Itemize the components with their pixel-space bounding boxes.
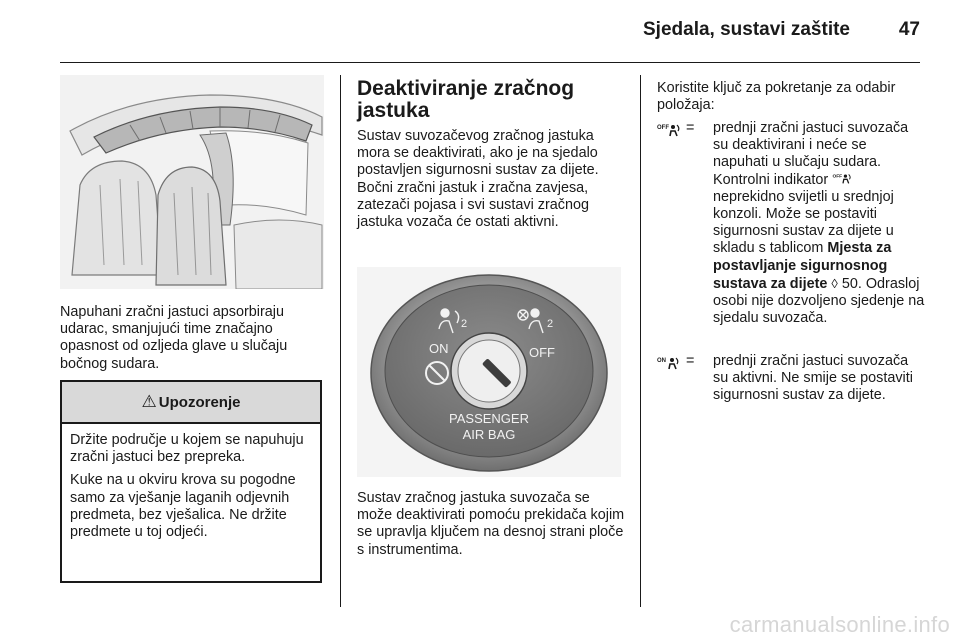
curtain-airbag-illustration xyxy=(60,75,324,289)
airbag-off-icon xyxy=(832,172,854,185)
page-ref-arrow-icon: ◊ xyxy=(831,275,838,291)
figure-caption: Sustav zračnog jastuka suvozača se može deaktivirati pomoću prekidača kojim se upravlja ključem na desnoj strani ploče s instrumentima. xyxy=(357,490,625,558)
definition-text xyxy=(713,120,925,327)
switch-passenger-label: PASSENGER xyxy=(449,411,529,426)
column-divider xyxy=(640,75,641,607)
definition-equals: = xyxy=(686,353,695,369)
switch-off-label: OFF xyxy=(529,345,555,360)
column-divider xyxy=(340,75,341,607)
definition-text: prednji zračni jastuci suvozača su aktivni. Ne smije se postaviti sigurnosni sustav za dijete. xyxy=(713,353,913,404)
warning-title: Upozorenje xyxy=(158,393,241,411)
svg-text:2: 2 xyxy=(461,318,468,330)
airbag-switch-illustration xyxy=(357,267,621,477)
warning-triangle-icon: ⚠ xyxy=(141,392,157,411)
svg-text:ON: ON xyxy=(657,358,666,364)
page-reference[interactable]: 50 xyxy=(841,275,858,292)
definition-text-part: . Odrasloj osobi nije dozvoljeno sjedenje na sjedalu suvozača. xyxy=(713,275,925,327)
cross-reference-link[interactable]: Mjesta za postavljanje sigurnosnog sustava za dijete xyxy=(713,240,892,292)
svg-text:OFF: OFF xyxy=(657,125,669,131)
header-rule xyxy=(60,62,920,63)
car-interior-drawing xyxy=(60,75,324,289)
definition-equals: = xyxy=(686,120,695,136)
definition-text-part: neprekidno svijetli u srednjoj konzoli. Može se postaviti sigurnosni sustav za dijete u skladu s tablicom xyxy=(713,188,894,257)
section-intro: Sustav suvozačevog zračnog jastuka mora se deaktivirati, ako je na sjedalo postavljen sigurnosni sustav za dijete. Bočni zračni jastuk i zračna zavjesa, zatezači pojasa i svi sustavi zračnog jastuka vozača će ostati aktivni. xyxy=(357,128,599,231)
airbag-on-icon xyxy=(657,355,683,371)
warning-box xyxy=(60,380,322,583)
figure-caption: Napuhani zračni jastuci apsorbiraju udarac, smanjujući time značajno opasnost od ozljeda glave u slučaju bočnog sudara. xyxy=(60,304,288,372)
switch-on-label: ON xyxy=(429,341,449,356)
svg-text:OFF: OFF xyxy=(832,174,843,180)
airbag-key-switch xyxy=(357,267,621,477)
section-heading: Deaktiviranje zračnog jastuka xyxy=(357,77,575,122)
page-number: 47 xyxy=(898,19,920,40)
warning-paragraph: Držite područje u kojem se napuhuju zračni jastuci bez prepreka. xyxy=(70,432,304,466)
warning-paragraph: Kuke na u okviru krova su pogodne samo za vješanje laganih odjevnih predmeta, bez vješalica. Ne držite predmete u toj odjeći. xyxy=(70,472,296,541)
airbag-off-icon xyxy=(657,122,683,138)
svg-text:2: 2 xyxy=(547,318,554,330)
page-header-title: Sjedala, sustavi zaštite xyxy=(643,19,850,40)
watermark: carmanualsonline.info xyxy=(729,612,950,637)
position-intro: Koristite ključ za pokretanje za odabir položaja: xyxy=(657,80,896,114)
switch-airbag-label: AIR BAG xyxy=(462,427,516,442)
warning-header xyxy=(62,382,320,424)
warning-body xyxy=(62,424,320,541)
definition-text-part: prednji zračni jastuci suvozača su deaktivirani i neće se napuhati u slučaju sudara. Kontrolni indikator xyxy=(713,120,909,188)
